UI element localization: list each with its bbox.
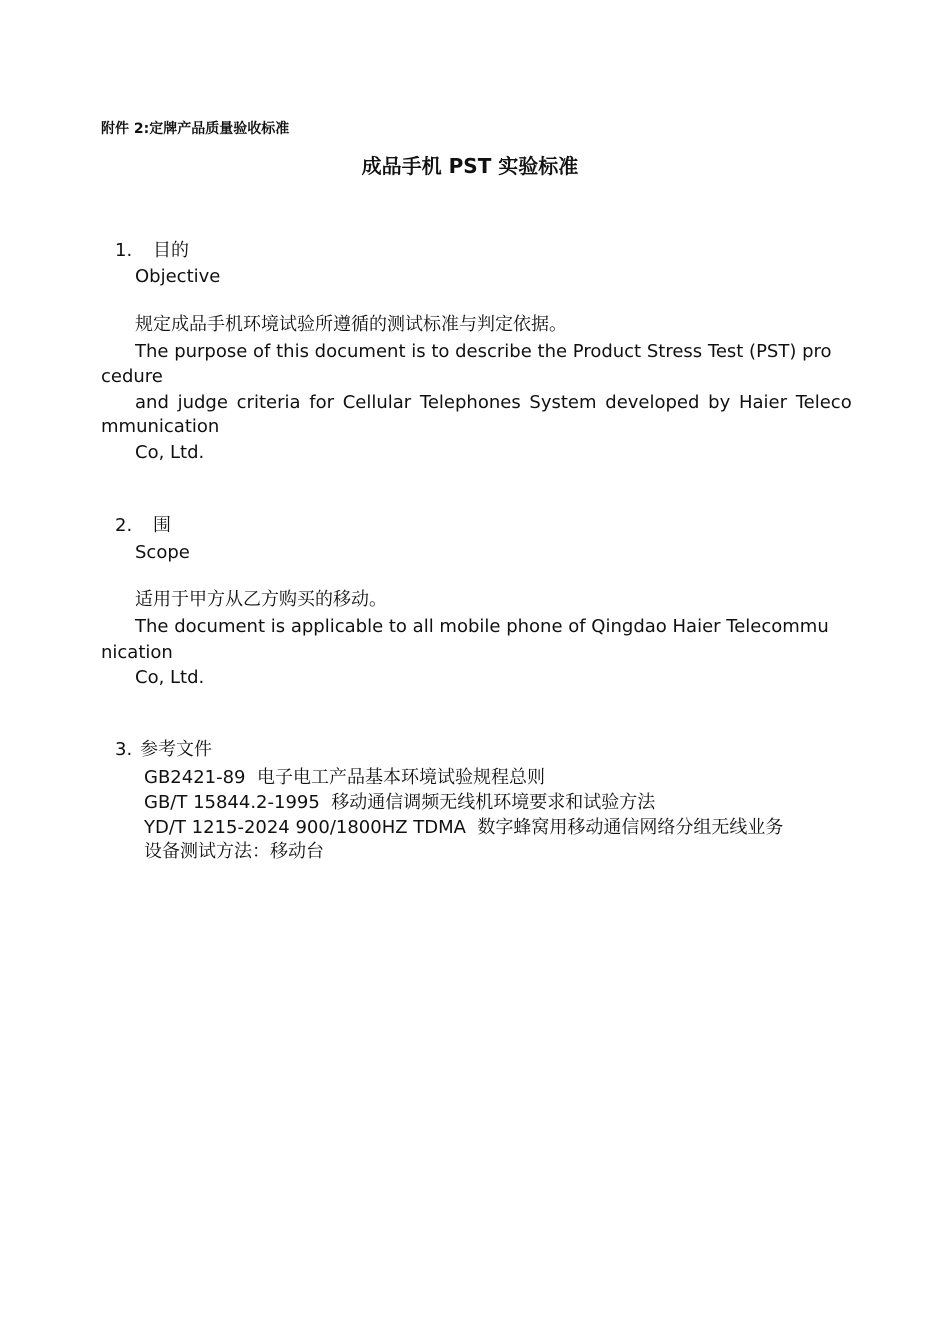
paragraph-line: The document is applicable to all mobile phone of Qingdao Haier Telecommu	[135, 616, 829, 637]
reference-line: YD/T 1215-2024 900/1800HZ TDMA 数字蜂窝用移动通信网络分组无线业务	[144, 817, 784, 838]
section-heading-en: Scope	[135, 542, 190, 563]
section-heading-en: Objective	[135, 266, 221, 287]
paragraph-line: mmunication	[101, 416, 220, 437]
attachment-label: 附件 2:定牌产品质量验收标准	[101, 121, 290, 137]
section-number: 3.	[115, 739, 133, 760]
paragraph-line: cedure	[101, 366, 163, 387]
section-heading-cn: 围	[153, 515, 171, 536]
document-title: 成品手机 PST 实验标准	[361, 154, 579, 178]
section-number: 2.	[115, 515, 133, 536]
paragraph-line: and judge criteria for Cellular Telephones System developed by Haier Teleco	[135, 392, 852, 413]
paragraph-line: Co, Ltd.	[135, 442, 205, 463]
reference-line: GB2421-89 电子电工产品基本环境试验规程总则	[144, 767, 545, 788]
reference-line: 设备测试方法：移动台	[144, 841, 324, 862]
section-heading-cn: 参考文件	[140, 739, 212, 760]
reference-line: GB/T 15844.2-1995 移动通信调频无线机环境要求和试验方法	[144, 792, 656, 813]
paragraph-line: The purpose of this document is to describe the Product Stress Test (PST) pro	[135, 341, 832, 362]
section-heading-cn: 目的	[153, 240, 189, 261]
paragraph-line: 规定成品手机环境试验所遵循的测试标准与判定依据。	[135, 314, 567, 335]
paragraph-line: 适用于甲方从乙方购买的移动。	[135, 589, 387, 610]
paragraph-line: Co, Ltd.	[135, 667, 205, 688]
section-number: 1.	[115, 240, 133, 261]
paragraph-line: nication	[101, 642, 173, 663]
